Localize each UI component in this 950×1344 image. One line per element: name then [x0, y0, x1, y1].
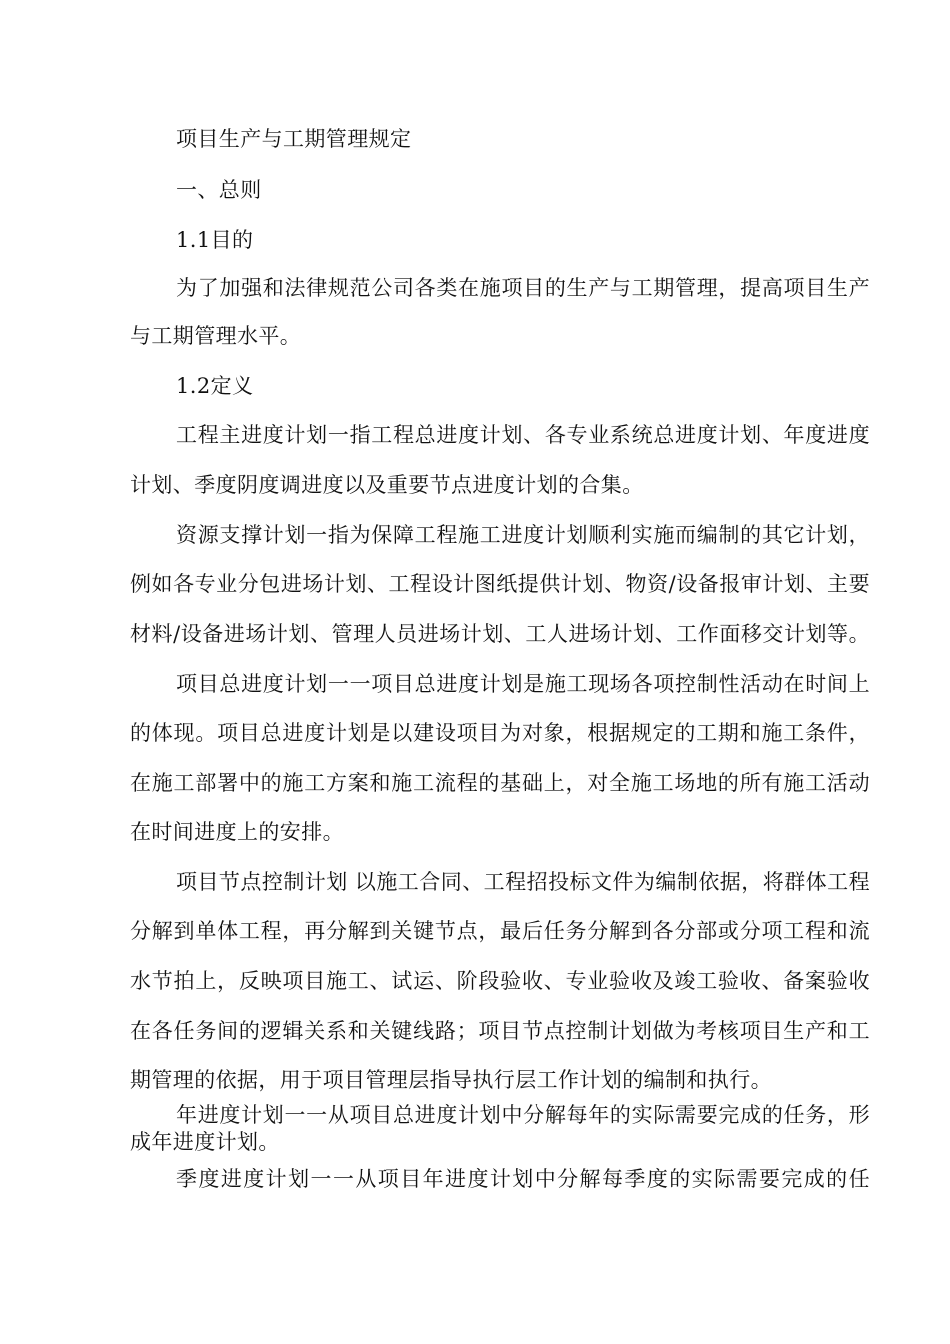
purpose-paragraph-line: 与工期管理水平。	[130, 324, 302, 348]
definition-resource-plan-line: 例如各专业分包进场计划、工程设计图纸提供计划、物资/设备报审计划、主要	[130, 572, 870, 596]
definition-node-plan-line: 分解到单体工程，再分解到关键节点，最后任务分解到各分部或分项工程和流	[130, 919, 870, 943]
definition-annual-plan-line: 成年进度计划。	[130, 1130, 280, 1154]
definition-resource-plan-line: 资源支撑计划一指为保障工程施工进度计划顺利实施而编制的其它计划，	[176, 523, 870, 547]
definition-node-plan-line: 水节拍上，反映项目施工、试运、阶段验收、专业验收及竣工验收、备案验收	[130, 969, 870, 993]
section-heading-general: 一、总则	[176, 178, 262, 202]
subsection-heading-purpose: 1.1目的	[176, 228, 254, 252]
definition-node-plan-line: 期管理的依据，用于项目管理层指导执行层工作计划的编制和执行。	[130, 1068, 772, 1092]
document-title: 项目生产与工期管理规定	[176, 127, 412, 151]
definition-master-plan-line: 项目总进度计划一一项目总进度计划是施工现场各项控制性活动在时间上	[176, 672, 870, 696]
definition-annual-plan-line: 年进度计划一一从项目总进度计划中分解每年的实际需要完成的任务，形	[176, 1103, 870, 1127]
definition-resource-plan-line: 材料/设备进场计划、管理人员进场计划、工人进场计划、工作面移交计划等。	[130, 622, 870, 646]
definition-main-plan-line: 工程主进度计划一指工程总进度计划、各专业系统总进度计划、年度进度	[176, 423, 870, 447]
definition-master-plan-line: 的体现。项目总进度计划是以建设项目为对象，根据规定的工期和施工条件，	[130, 721, 870, 745]
definition-main-plan-line: 计划、季度阴度调进度以及重要节点进度计划的合集。	[130, 473, 644, 497]
purpose-paragraph-line: 为了加强和法律规范公司各类在施项目的生产与工期管理，提高项目生产	[176, 276, 870, 300]
definition-master-plan-line: 在时间进度上的安排。	[130, 820, 344, 844]
subsection-heading-definitions: 1.2定义	[176, 374, 254, 398]
definition-quarter-plan-line: 季度进度计划一一从项目年进度计划中分解每季度的实际需要完成的任	[176, 1167, 870, 1191]
definition-master-plan-line: 在施工部署中的施工方案和施工流程的基础上，对全施工场地的所有施工活动	[130, 771, 870, 795]
definition-node-plan-line: 在各任务间的逻辑关系和关键线路；项目节点控制计划做为考核项目生产和工	[130, 1019, 870, 1043]
definition-node-plan-line: 项目节点控制计划 以施工合同、工程招投标文件为编制依据，将群体工程	[176, 870, 870, 894]
